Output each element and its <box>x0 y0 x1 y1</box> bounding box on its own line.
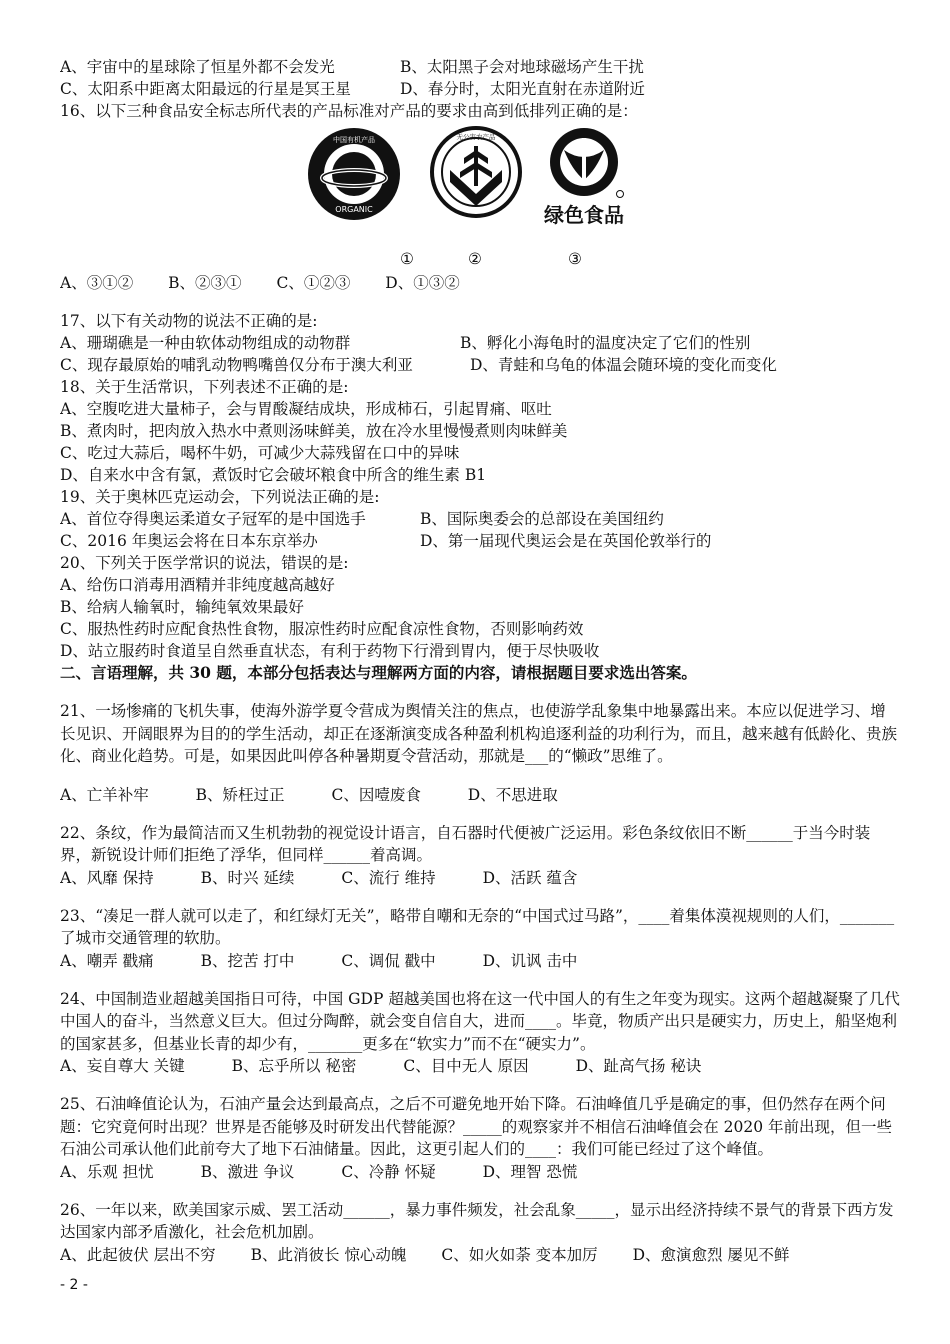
section-2-heading: 二、言语理解，共 30 题，本部分包括表达与理解两方面的内容，请根据题目要求选出答案。 <box>60 663 697 682</box>
green-food-logo <box>536 124 636 236</box>
q15-option-d: D、春分时，太阳光直射在赤道附近 <box>400 80 645 98</box>
q20-option-d: D、站立服药时食道呈自然垂直状态，有利于药物下行滑到胃内，便于尽快吸收 <box>60 642 600 660</box>
q19-stem: 19、关于奥林匹克运动会，下列说法正确的是: <box>60 488 380 506</box>
q16-option-b: B、②③① <box>168 274 242 292</box>
q22-option-a: A、风靡 保持 <box>60 868 154 887</box>
q26-options <box>60 1244 900 1266</box>
q19-option-d: D、第一届现代奥运会是在英国伦敦举行的 <box>420 532 712 550</box>
q15-option-a: A、宇宙中的星球除了恒星外都不会发光 <box>60 58 335 76</box>
q16-mark-1: ① <box>400 250 414 268</box>
q18-option-d: D、自来水中含有氯，煮饭时它会破坏粮食中所含的维生素 B1 <box>60 466 487 484</box>
q16-stem: 16、以下三种食品安全标志所代表的产品标准对产品的要求由高到低排列正确的是： <box>60 102 638 120</box>
q22-options <box>60 867 900 889</box>
q19-option-a: A、首位夺得奥运柔道女子冠军的是中国选手 <box>60 510 366 528</box>
q25-options <box>60 1161 900 1183</box>
organic-logo-en: ORGANIC <box>335 205 373 214</box>
spacer <box>60 889 900 905</box>
q21-option-c: C、因噎废食 <box>331 785 421 804</box>
q17-options-row-2 <box>60 354 900 376</box>
q26-option-b: B、此消彼长 惊心动魄 <box>250 1245 407 1264</box>
q17-options-row-1 <box>60 332 900 354</box>
q25-option-d: D、理智 恐慌 <box>482 1162 578 1181</box>
q26-text: 26、一年以来，欧美国家示威、罢工活动______，暴力事件频发，社会乱象_____，显示出经济持续不景气的背景下西方发达国家内部矛盾激化，社会危机加剧。 <box>60 1200 894 1241</box>
exam-page <box>60 56 900 1266</box>
pollution-free-logo-text: 无公害农产品 <box>456 133 496 141</box>
q26-option-d: D、愈演愈烈 屡见不鲜 <box>632 1245 790 1264</box>
q22-option-c: C、流行 维持 <box>341 868 436 887</box>
q23-option-c: C、调侃 戳中 <box>341 951 436 970</box>
green-food-logo-text: 绿色食品 <box>544 203 624 227</box>
q24-option-d: D、趾高气扬 秘诀 <box>575 1057 702 1075</box>
q18-stem: 18、关于生活常识，下列表述不正确的是: <box>60 378 349 396</box>
q23-option-d: D、讥讽 击中 <box>482 951 578 970</box>
q23-options <box>60 950 900 972</box>
q25-option-c: C、冷静 怀疑 <box>341 1162 436 1181</box>
q25-option-a: A、乐观 担忧 <box>60 1162 154 1181</box>
q19-option-c: C、2016 年奥运会将在日本东京举办 <box>60 532 318 550</box>
spacer <box>60 1183 900 1199</box>
q17-option-a: A、珊瑚礁是一种由软体动物组成的动物群 <box>60 334 351 352</box>
q16-option-a: A、③①② <box>60 274 134 292</box>
q23-option-a: A、嘲弄 戳痛 <box>60 951 154 970</box>
q25-option-b: B、激进 争议 <box>200 1162 295 1181</box>
q20-option-a: A、给伤口消毒用酒精并非纯度越高越好 <box>60 576 335 594</box>
q17-stem: 17、以下有关动物的说法不正确的是: <box>60 312 318 330</box>
q26-option-a: A、此起彼伏 层出不穷 <box>60 1245 216 1264</box>
q18-option-c: C、吃过大蒜后，喝杯牛奶，可减少大蒜残留在口中的异味 <box>60 444 460 462</box>
q16-option-d: D、①③② <box>385 274 460 292</box>
q21-option-b: B、矫枉过正 <box>195 785 285 804</box>
q26-option-c: C、如火如荼 变本加厉 <box>441 1245 598 1264</box>
q17-option-c: C、现存最原始的哺乳动物鸭嘴兽仅分布于澳大利亚 <box>60 356 413 374</box>
q15-option-c: C、太阳系中距离太阳最远的行星是冥王星 <box>60 80 351 98</box>
spacer <box>60 768 900 784</box>
q25-text: 25、石油峰值论认为，石油产量会达到最高点，之后不可避免地开始下降。石油峰值几乎是确定的事，但仍然存在两个问题：它究竟何时出现？世界是否能够及时研发出代替能源？_____的观察家并不相信石油峰值会在 2020 年前出现，但一些石油公司承认他们此前夸大了地下石油储量。因此，这更引起人们的____：我们可能已经过了这个峰值。 <box>60 1095 893 1158</box>
spacer <box>60 972 900 988</box>
q19-options-row-1 <box>60 508 900 530</box>
q16-option-c: C、①②③ <box>276 274 351 292</box>
q20-stem: 20、下列关于医学常识的说法，错误的是: <box>60 554 349 572</box>
q24-text: 24、中国制造业超越美国指日可待，中国 GDP 超越美国也将在这一代中国人的有生之年变为现实。这两个超越凝聚了几代中国人的奋斗，当然意义巨大。但过分陶醉，就会变自信自大，进而____。毕竟，物质产出只是硬实力，历史上，船坚炮利的国家甚多，但基业长青的却少有，_______更多在“软实力”而不在“硬实力”。 <box>60 989 900 1053</box>
q24-option-b: B、忘乎所以 秘密 <box>231 1057 357 1075</box>
q17-option-b: B、孵化小海龟时的温度决定了它们的性别 <box>460 334 751 352</box>
q21-option-a: A、亡羊补牢 <box>60 785 149 804</box>
q21-text: 21、一场惨痛的飞机失事，使海外游学夏令营成为舆情关注的焦点，也使游学乱象集中地暴露出来。本应以促进学习、增长见识、开阔眼界为目的的学生活动，却正在逐渐演变成各种盈利机构追逐利益的功利行为，而且，越来越有低龄化、贵族化、商业化趋势。可是，如果因此叫停各种暑期夏令营活动，那就是___的“懒政”思维了。 <box>60 702 898 765</box>
pollution-free-logo <box>428 124 524 224</box>
q23-text: 23、“凑足一群人就可以走了，和红绿灯无关”，略带自嘲和无奈的“中国式过马路”，____着集体漠视规则的人们，_______了城市交通管理的软肋。 <box>60 906 895 947</box>
q23-option-b: B、挖苦 打中 <box>200 951 295 970</box>
spacer <box>60 1077 900 1093</box>
q21-options <box>60 784 900 806</box>
q20-option-b: B、给病人输氧时，输纯氧效果最好 <box>60 598 304 616</box>
page-number: - 2 - <box>60 1277 88 1293</box>
q15-options-row-2 <box>60 78 900 100</box>
q24-options <box>60 1055 900 1077</box>
q15-option-b: B、太阳黑子会对地球磁场产生干扰 <box>400 58 644 76</box>
spacer <box>60 684 900 700</box>
q16-mark-3: ③ <box>568 250 582 268</box>
q24-option-c: C、目中无人 原因 <box>403 1057 529 1075</box>
q19-option-b: B、国际奥委会的总部设在美国纽约 <box>420 510 664 528</box>
spacer <box>60 294 900 310</box>
q16-logo-marks <box>60 250 900 272</box>
q16-options <box>60 272 900 294</box>
q22-option-b: B、时兴 延续 <box>200 868 295 887</box>
q19-options-row-2 <box>60 530 900 552</box>
organic-logo <box>304 124 404 234</box>
q17-option-d: D、青蛙和乌龟的体温会随环境的变化而变化 <box>470 356 777 374</box>
q15-options-row-1 <box>60 56 900 78</box>
organic-logo-text: 中国有机产品 <box>333 136 375 144</box>
q20-option-c: C、服热性药时应配食热性食物，服凉性药时应配食凉性食物，否则影响药效 <box>60 620 584 638</box>
spacer <box>60 806 900 822</box>
q21-option-d: D、不思进取 <box>467 785 558 804</box>
q18-option-a: A、空腹吃进大量柿子，会与胃酸凝结成块，形成柿石，引起胃痛、呕吐 <box>60 400 552 418</box>
q22-text: 22、条纹，作为最简洁而又生机勃勃的视觉设计语言，自石器时代便被广泛运用。彩色条纹依旧不断______于当今时装界，新锐设计师们拒绝了浮华，但同样______着高调。 <box>60 823 871 864</box>
q18-option-b: B、煮肉时，把肉放入热水中煮则汤味鲜美，放在冷水里慢慢煮则肉味鲜美 <box>60 422 568 440</box>
q24-option-a: A、妄自尊大 关键 <box>60 1057 185 1075</box>
q16-logos <box>60 122 900 250</box>
q22-option-d: D、活跃 蕴含 <box>482 868 578 887</box>
q16-mark-2: ② <box>468 250 482 268</box>
